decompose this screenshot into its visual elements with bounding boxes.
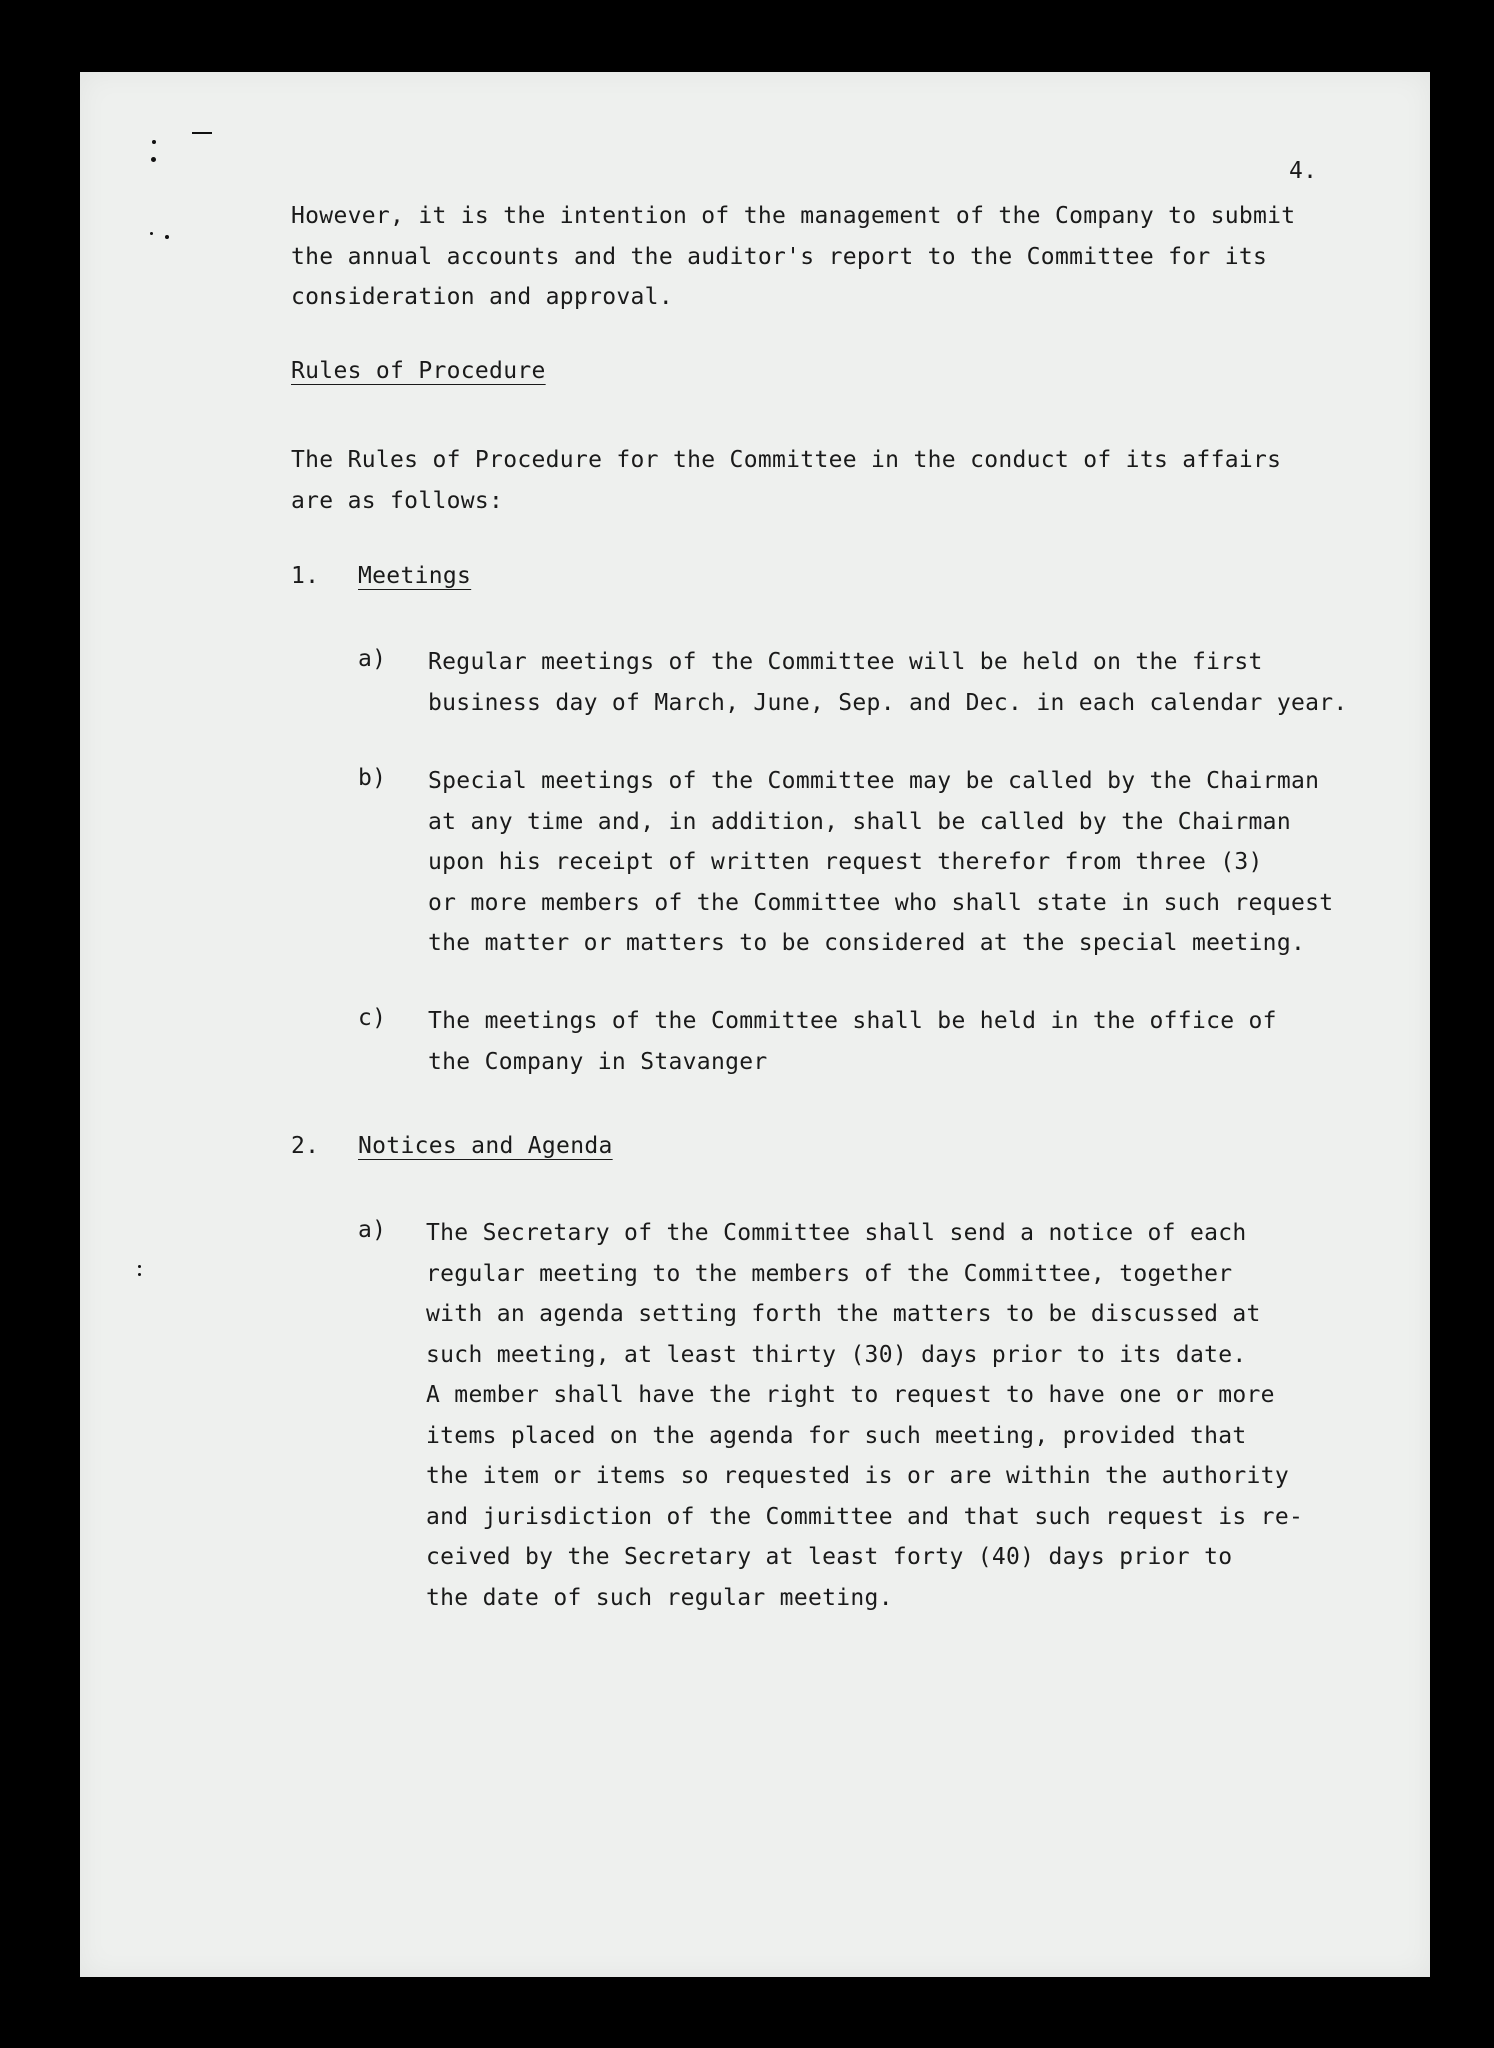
item-paragraph xyxy=(428,761,1333,964)
rules-intro-paragraph xyxy=(291,440,1281,521)
text-line: ceived by the Secretary at least forty (40) days prior to xyxy=(426,1544,1233,1570)
text-line: at any time and, in addition, shall be called by the Chairman xyxy=(428,808,1291,835)
document-page xyxy=(80,72,1430,1977)
section-title-meetings: Meetings xyxy=(358,563,472,589)
rules-heading: Rules of Procedure xyxy=(291,358,546,384)
margin-mark xyxy=(165,235,169,239)
text-line: A member shall have the right to request to have one or more xyxy=(426,1382,1275,1408)
margin-mark xyxy=(138,1273,141,1276)
section-number: 1. xyxy=(291,563,320,589)
item-paragraph xyxy=(428,1001,1277,1082)
text-line: consideration and approval. xyxy=(291,284,673,310)
text-line: The Secretary of the Committee shall send a notice of each xyxy=(426,1220,1247,1246)
text-line: with an agenda setting forth the matters to be discussed at xyxy=(426,1301,1261,1327)
text-line: the item or items so requested is or are within the authority xyxy=(426,1463,1289,1489)
item-paragraph xyxy=(428,642,1348,723)
text-line: the date of such regular meeting. xyxy=(426,1584,893,1611)
item-marker: a) xyxy=(358,646,387,672)
text-line: the Company in Stavanger xyxy=(428,1048,768,1075)
text-line: and jurisdiction of the Committee and that such request is re- xyxy=(426,1503,1304,1530)
section-title-notices: Notices and Agenda xyxy=(358,1133,613,1159)
text-line: Special meetings of the Committee may be called by the Chairman xyxy=(428,768,1320,794)
text-line: upon his receipt of written request therefor from three (3) xyxy=(428,849,1263,875)
text-line: such meeting, at least thirty (30) days prior to its date. xyxy=(426,1341,1247,1368)
section-number: 2. xyxy=(291,1133,320,1159)
text-line: the annual accounts and the auditor's report to the Committee for its xyxy=(291,243,1268,270)
margin-mark xyxy=(152,140,156,144)
text-line: regular meeting to the members of the Committee, together xyxy=(426,1260,1233,1287)
intro-paragraph xyxy=(291,196,1295,318)
item-marker: a) xyxy=(358,1217,387,1243)
margin-mark xyxy=(150,232,153,235)
text-line: are as follows: xyxy=(291,487,504,514)
text-line: However, it is the intention of the management of the Company to submit xyxy=(291,203,1296,229)
text-line: The meetings of the Committee shall be held in the office of xyxy=(428,1008,1277,1034)
item-marker: b) xyxy=(358,765,387,791)
text-line: items placed on the agenda for such meeting, provided that xyxy=(426,1422,1247,1449)
text-line: or more members of the Committee who shall state in such request xyxy=(428,889,1334,916)
margin-mark xyxy=(192,132,212,134)
page-number: 4. xyxy=(1289,158,1318,184)
text-line: Regular meetings of the Committee will be held on the first xyxy=(428,649,1263,675)
text-line: The Rules of Procedure for the Committee in the conduct of its affairs xyxy=(291,447,1282,473)
text-line: business day of March, June, Sep. and Dec. in each calendar year. xyxy=(428,689,1348,716)
item-marker: c) xyxy=(358,1005,387,1031)
item-paragraph xyxy=(426,1213,1303,1618)
text-line: the matter or matters to be considered at the special meeting. xyxy=(428,930,1306,956)
margin-mark xyxy=(138,1265,141,1268)
margin-mark xyxy=(151,157,156,162)
